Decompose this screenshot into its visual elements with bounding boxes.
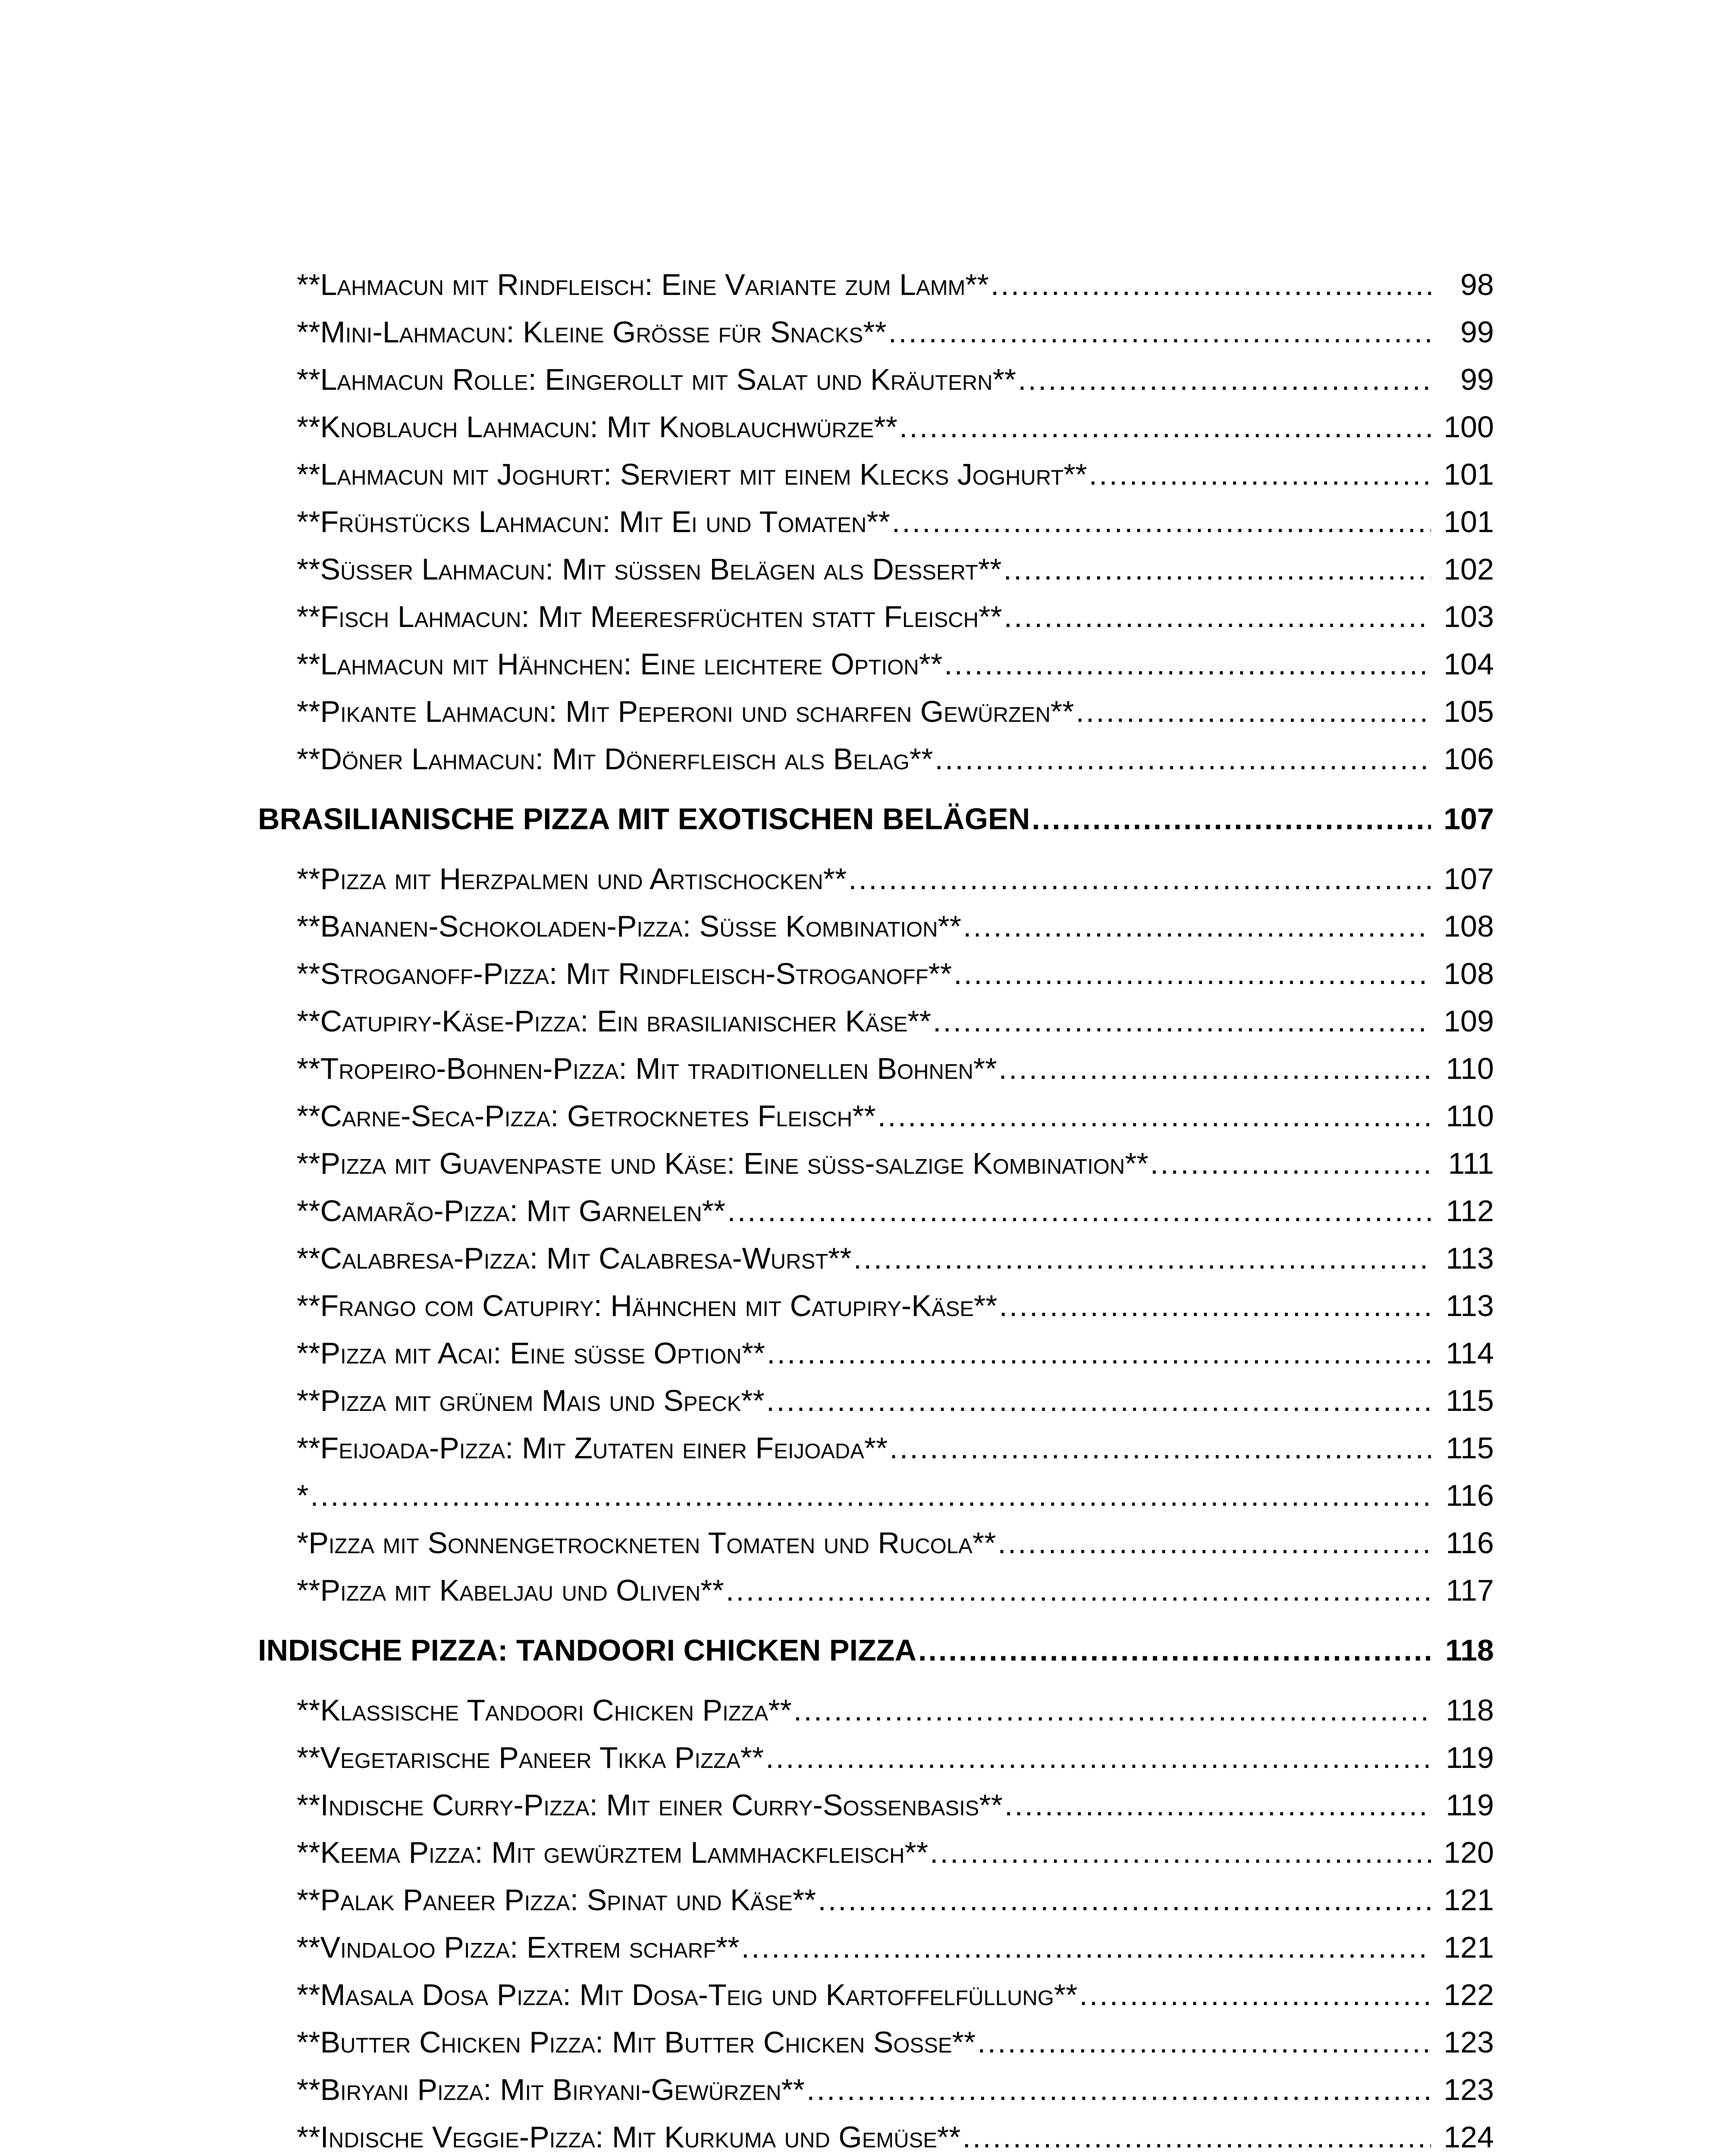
dot-leader (954, 950, 1431, 997)
toc-entry[interactable] (258, 950, 1494, 997)
toc-section-heading[interactable] (258, 1620, 1494, 1680)
dot-leader (1079, 1971, 1431, 2018)
dot-leader (991, 261, 1431, 308)
toc-entry-page: 116 (1446, 1526, 1494, 1560)
toc-entry[interactable] (258, 261, 1494, 308)
toc-entry-page: 114 (1446, 1336, 1494, 1370)
dot-leader (935, 735, 1431, 783)
toc-entry[interactable] (258, 545, 1494, 593)
toc-entry-page: 121 (1443, 1883, 1494, 1917)
toc-entry[interactable] (258, 1329, 1494, 1377)
dot-leader (853, 1235, 1431, 1282)
toc-entry-title: **Stroganoff-Pizza: Mit Rindfleisch-Stroganoff** (297, 957, 952, 990)
toc-entry-title: BRASILIANISCHE PIZZA MIT EXOTISCHEN BELÄGEN (258, 802, 1030, 836)
toc-entry-page: 103 (1443, 600, 1494, 633)
toc-entry-title: **Frango com Catupiry: Hähnchen mit Catupiry-Käse** (297, 1289, 998, 1322)
toc-entry-page: 122 (1443, 1978, 1494, 2012)
toc-entry-page: 120 (1443, 1836, 1494, 1869)
toc-entry[interactable] (258, 1235, 1494, 1282)
toc-entry-title: **Süßer Lahmacun: Mit süßen Belägen als Dessert** (297, 552, 1002, 586)
table-of-contents (258, 261, 1494, 2156)
toc-entry-title: **Lahmacun mit Hähnchen: Eine leichtere Option** (297, 647, 943, 681)
toc-entry[interactable] (258, 735, 1494, 783)
toc-entry-page: 108 (1443, 909, 1494, 943)
toc-entry-page: 106 (1443, 742, 1494, 776)
toc-entry-page: 123 (1443, 2073, 1494, 2106)
toc-entry-title: **Pizza mit Guavenpaste und Käse: Eine süß-salzige Kombination** (297, 1147, 1148, 1180)
dot-leader (818, 1876, 1431, 1924)
toc-entry-page: 113 (1446, 1289, 1494, 1322)
toc-entry[interactable] (258, 498, 1494, 545)
dot-leader (848, 855, 1431, 903)
toc-entry[interactable] (258, 2018, 1494, 2066)
dot-leader (933, 997, 1431, 1045)
dot-leader (918, 1620, 1431, 1680)
toc-entry-page: 102 (1443, 552, 1494, 586)
toc-entry-title: **Pizza mit Herzpalmen und Artischocken** (297, 862, 847, 896)
toc-entry-title: **Keema Pizza: Mit gewürztem Lammhackfleisch** (297, 1836, 928, 1869)
toc-entry[interactable] (258, 1045, 1494, 1092)
toc-entry-page: 111 (1448, 1147, 1494, 1180)
dot-leader (1076, 688, 1431, 735)
toc-entry-page: 101 (1443, 505, 1494, 539)
toc-entry-title: **Indische Curry-Pizza: Mit einer Curry-Soßenbasis** (297, 1788, 1003, 1822)
dot-leader (962, 2113, 1431, 2156)
toc-entry-title: **Calabresa-Pizza: Mit Calabresa-Wurst** (297, 1241, 852, 1275)
toc-entry-title: * (297, 1479, 309, 1512)
toc-entry-title: **Camarão-Pizza: Mit Garnelen** (297, 1194, 726, 1228)
toc-entry-title: **Palak Paneer Pizza: Spinat und Käse** (297, 1883, 816, 1917)
dot-leader (963, 903, 1431, 950)
toc-entry[interactable] (258, 997, 1494, 1045)
toc-entry-page: 116 (1446, 1479, 1494, 1512)
toc-entry-page: 110 (1446, 1099, 1494, 1133)
toc-entry-page: 110 (1446, 1052, 1494, 1085)
toc-entry-page: 121 (1443, 1930, 1494, 1964)
toc-entry-title: **Tropeiro-Bohnen-Pizza: Mit traditionellen Bohnen** (297, 1052, 997, 1085)
toc-entry-page: 118 (1446, 1693, 1494, 1727)
dot-leader (766, 1377, 1431, 1424)
dot-leader (930, 1829, 1431, 1876)
toc-entry[interactable] (258, 308, 1494, 356)
dot-leader (899, 403, 1431, 451)
toc-entry[interactable] (258, 1187, 1494, 1235)
toc-entry[interactable] (258, 1829, 1494, 1876)
toc-entry-title: INDISCHE PIZZA: TANDOORI CHICKEN PIZZA (258, 1633, 917, 1667)
toc-entry-title: **Döner Lahmacun: Mit Dönerfleisch als Belag** (297, 742, 933, 776)
toc-entry[interactable] (258, 1282, 1494, 1329)
toc-entry-page: 123 (1443, 2025, 1494, 2059)
dot-leader (998, 1519, 1431, 1567)
toc-entry[interactable] (258, 2113, 1494, 2156)
toc-entry-title: **Pizza mit Kabeljau und Oliven** (297, 1573, 724, 1607)
toc-entry-title: **Pizza mit grünem Mais und Speck** (297, 1384, 765, 1417)
toc-entry-page: 113 (1446, 1241, 1494, 1275)
toc-entry[interactable] (258, 1567, 1494, 1614)
dot-leader (794, 1686, 1431, 1734)
toc-entry[interactable] (258, 356, 1494, 403)
toc-entry[interactable] (258, 1686, 1494, 1734)
toc-entry-title: **Mini-Lahmacun: Kleine Größe für Snacks** (297, 315, 887, 349)
toc-entry[interactable] (258, 640, 1494, 688)
dot-leader (1018, 356, 1431, 403)
dot-leader (889, 1424, 1431, 1472)
toc-entry[interactable] (258, 1140, 1494, 1187)
toc-entry-title: **Lahmacun mit Joghurt: Serviert mit einem Klecks Joghurt** (297, 458, 1087, 491)
toc-entry[interactable] (258, 593, 1494, 640)
toc-entry[interactable] (258, 855, 1494, 903)
dot-leader (1089, 451, 1431, 498)
toc-entry-title: **Indische Veggie-Pizza: Mit Kurkuma und Gemüse** (297, 2120, 961, 2154)
dot-leader (806, 2066, 1431, 2113)
dot-leader (1003, 545, 1431, 593)
toc-entry[interactable] (258, 2066, 1494, 2113)
toc-entry-page: 107 (1443, 862, 1494, 896)
dot-leader (1004, 593, 1431, 640)
toc-entry-page: 117 (1446, 1573, 1494, 1607)
toc-entry[interactable] (258, 1781, 1494, 1829)
toc-entry-title: **Lahmacun Rolle: Eingerollt mit Salat und Kräutern** (297, 363, 1017, 396)
toc-entry-page: 99 (1460, 363, 1494, 396)
dot-leader (998, 1045, 1431, 1092)
toc-entry-title: **Bananen-Schokoladen-Pizza: Süße Kombination** (297, 909, 961, 943)
toc-entry-title: **Fisch Lahmacun: Mit Meeresfrüchten statt Fleisch** (297, 600, 1002, 633)
dot-leader (1004, 1781, 1431, 1829)
toc-entry[interactable] (258, 903, 1494, 950)
toc-entry[interactable] (258, 1092, 1494, 1140)
toc-entry-page: 112 (1446, 1194, 1494, 1228)
dot-leader (767, 1329, 1431, 1377)
toc-entry-title: **Vegetarische Paneer Tikka Pizza** (297, 1741, 764, 1774)
toc-entry-page: 115 (1446, 1384, 1494, 1417)
toc-entry[interactable] (258, 1377, 1494, 1424)
toc-entry-page: 119 (1446, 1788, 1494, 1822)
dot-leader (888, 308, 1431, 356)
dot-leader (726, 1567, 1431, 1614)
toc-entry-title: **Knoblauch Lahmacun: Mit Knoblauchwürze** (297, 410, 897, 444)
toc-section-heading[interactable] (258, 789, 1494, 849)
toc-entry-title: **Catupiry-Käse-Pizza: Ein brasilianischer Käse** (297, 1004, 931, 1038)
toc-entry[interactable] (258, 1472, 1494, 1519)
dot-leader (892, 498, 1431, 545)
toc-entry-title: **Masala Dosa Pizza: Mit Dosa-Teig und Kartoffelfüllung** (297, 1978, 1078, 2012)
toc-entry-title: **Pizza mit Acai: Eine süße Option** (297, 1336, 766, 1370)
toc-entry-title: **Pikante Lahmacun: Mit Peperoni und scharfen Gewürzen** (297, 695, 1074, 728)
toc-entry-title: **Carne-Seca-Pizza: Getrocknetes Fleisch** (297, 1099, 876, 1133)
toc-entry-title: **Biryani Pizza: Mit Biryani-Gewürzen** (297, 2073, 805, 2106)
toc-entry-page: 104 (1443, 647, 1494, 681)
dot-leader (1150, 1140, 1431, 1187)
toc-entry-page: 109 (1443, 1004, 1494, 1038)
dot-leader (944, 640, 1431, 688)
toc-entry[interactable] (258, 1424, 1494, 1472)
toc-entry-page: 105 (1443, 695, 1494, 728)
toc-entry-page: 107 (1443, 802, 1494, 836)
toc-entry-page: 99 (1460, 315, 1494, 349)
dot-leader (310, 1472, 1431, 1519)
toc-entry[interactable] (258, 451, 1494, 498)
toc-entry-title: **Frühstücks Lahmacun: Mit Ei und Tomaten** (297, 505, 890, 539)
dot-leader (741, 1924, 1431, 1971)
toc-entry[interactable] (258, 688, 1494, 735)
toc-entry-title: *Pizza mit Sonnengetrockneten Tomaten und Rucola** (297, 1526, 996, 1560)
dot-leader (999, 1282, 1431, 1329)
dot-leader (766, 1734, 1431, 1781)
toc-entry[interactable] (258, 1734, 1494, 1781)
toc-entry[interactable] (258, 1876, 1494, 1924)
toc-entry-title: **Butter Chicken Pizza: Mit Butter Chicken Soße** (297, 2025, 976, 2059)
toc-entry-page: 118 (1445, 1633, 1494, 1667)
toc-entry-page: 101 (1443, 458, 1494, 491)
toc-entry-page: 115 (1446, 1431, 1494, 1465)
dot-leader (727, 1187, 1431, 1235)
toc-entry[interactable] (258, 1924, 1494, 1971)
toc-entry-title: **Lahmacun mit Rindfleisch: Eine Variante zum Lamm** (297, 268, 989, 301)
dot-leader (977, 2018, 1431, 2066)
toc-entry-page: 98 (1460, 268, 1494, 301)
dot-leader (878, 1092, 1431, 1140)
toc-entry[interactable] (258, 1971, 1494, 2018)
toc-entry[interactable] (258, 403, 1494, 451)
toc-entry-page: 124 (1443, 2120, 1494, 2154)
toc-entry-title: **Klassische Tandoori Chicken Pizza** (297, 1693, 792, 1727)
dot-leader (1032, 789, 1431, 849)
toc-entry-title: **Vindaloo Pizza: Extrem scharf** (297, 1930, 740, 1964)
toc-entry-page: 119 (1446, 1741, 1494, 1774)
toc-entry-title: **Feijoada-Pizza: Mit Zutaten einer Feijoada** (297, 1431, 888, 1465)
toc-entry-page: 100 (1443, 410, 1494, 444)
toc-entry-page: 108 (1443, 957, 1494, 990)
toc-entry[interactable] (258, 1519, 1494, 1567)
